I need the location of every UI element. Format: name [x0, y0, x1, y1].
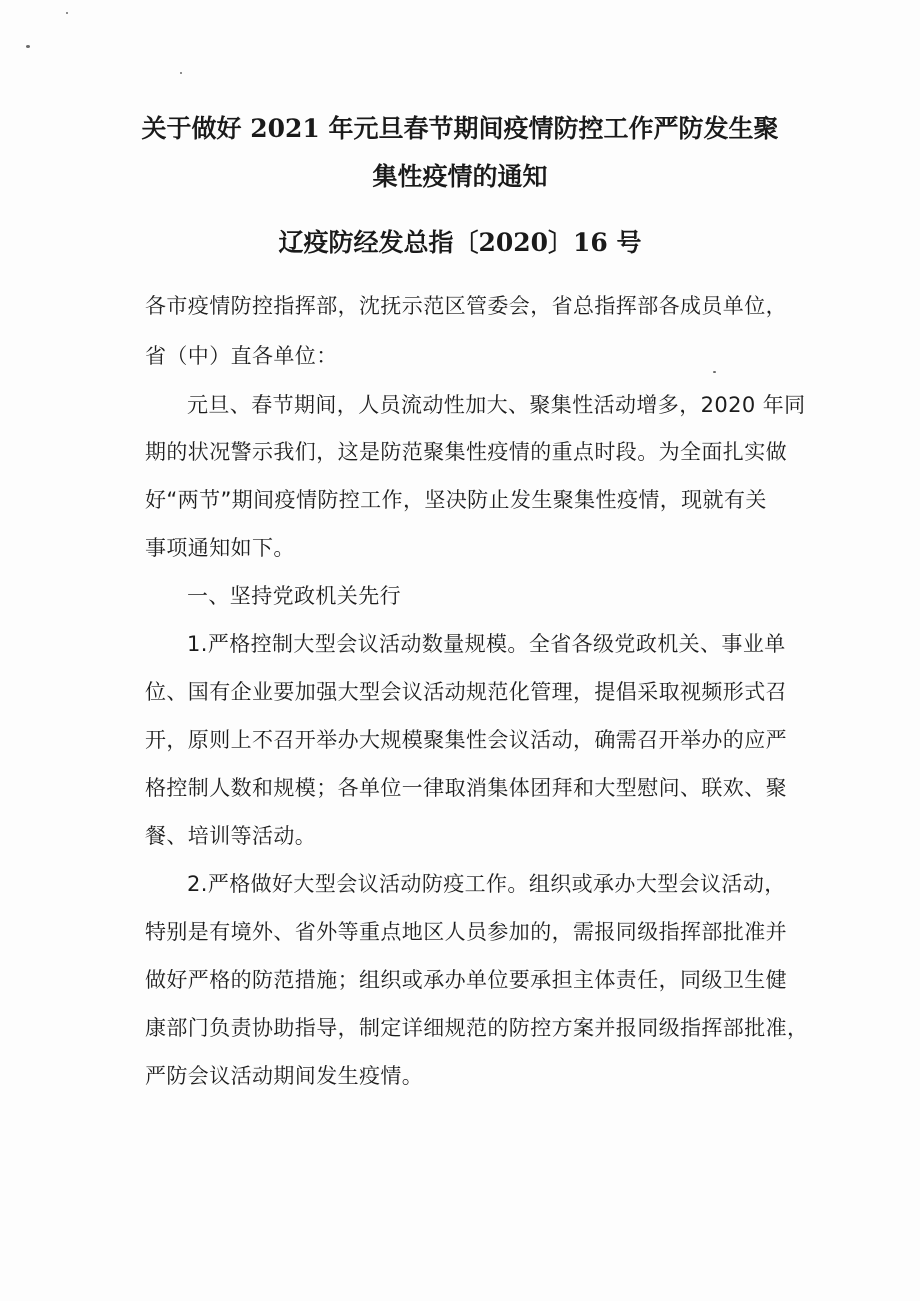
body-line: 1.严格控制大型会议活动数量规模。全省各级党政机关、事业单 [187, 632, 786, 656]
body-line: 事项通知如下。 [145, 536, 295, 560]
body-line: 餐、培训等活动。 [145, 824, 317, 848]
scan-speck [713, 371, 716, 373]
scan-speck [180, 72, 182, 74]
body-line: 期的状况警示我们，这是防范聚集性疫情的重点时段。为全面扎实做 [145, 440, 787, 464]
body-line: 格控制人数和规模；各单位一律取消集体团拜和大型慰问、联欢、聚 [145, 776, 787, 800]
body-line: 省（中）直各单位： [145, 344, 338, 368]
body-line: 好“两节”期间疫情防控工作，坚决防止发生聚集性疫情，现就有关 [145, 488, 767, 512]
scan-speck [26, 45, 30, 48]
body-line: 各市疫情防控指挥部，沈抚示范区管委会，省总指挥部各成员单位， [145, 294, 787, 318]
document-title-line-1: 关于做好 2021 年元旦春节期间疫情防控工作严防发生聚 [141, 114, 779, 143]
body-line: 元旦、春节期间，人员流动性加大、聚集性活动增多，2020 年同 [187, 393, 806, 417]
body-line: 严防会议活动期间发生疫情。 [145, 1064, 424, 1088]
body-line: 位、国有企业要加强大型会议活动规范化管理，提倡采取视频形式召 [145, 680, 787, 704]
body-line: 2.严格做好大型会议活动防疫工作。组织或承办大型会议活动， [187, 872, 786, 896]
document-number: 辽疫防经发总指〔2020〕16 号 [278, 228, 642, 257]
body-line: 开，原则上不召开举办大规模聚集性会议活动，确需召开举办的应严 [145, 728, 787, 752]
document-title-line-2: 集性疫情的通知 [372, 162, 548, 191]
section-heading: 一、坚持党政机关先行 [187, 584, 401, 608]
body-line: 康部门负责协助指导，制定详细规范的防控方案并报同级指挥部批准， [145, 1016, 809, 1040]
scan-speck [66, 12, 68, 14]
body-line: 特别是有境外、省外等重点地区人员参加的，需报同级指挥部批准并 [145, 920, 787, 944]
body-line: 做好严格的防范措施；组织或承办单位要承担主体责任，同级卫生健 [145, 968, 787, 992]
